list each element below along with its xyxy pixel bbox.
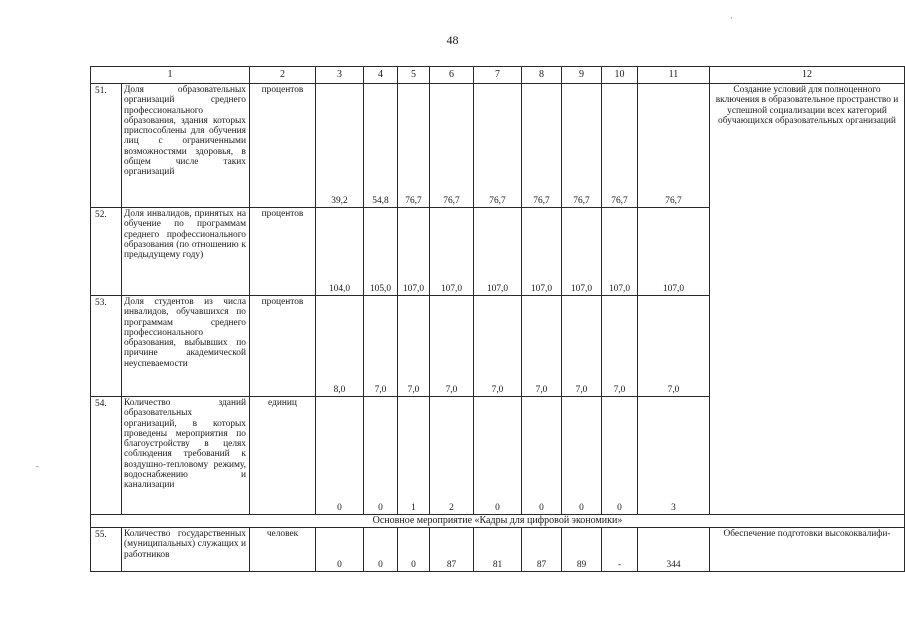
col-header: 9 xyxy=(562,67,602,84)
value-cell: 7,0 xyxy=(398,296,430,397)
value-cell: 107,0 xyxy=(562,208,602,296)
value-cell: 107,0 xyxy=(430,208,474,296)
value-cell: 0 xyxy=(316,528,364,572)
value-cell: 344 xyxy=(638,528,710,572)
value-cell: 105,0 xyxy=(364,208,398,296)
col-header: 1 xyxy=(91,67,250,84)
value-cell: 0 xyxy=(522,397,562,515)
indicator-name: Доля образовательных организаций среднего профессионального образования, здания которых приспособлены для обучения лиц с ограниченными возможностями здоровья, в общем числе таких организаций xyxy=(122,84,250,208)
value-cell: 76,7 xyxy=(522,84,562,208)
value-cell: 0 xyxy=(398,528,430,572)
value-cell: 104,0 xyxy=(316,208,364,296)
indicator-table xyxy=(90,66,905,572)
col-header: 5 xyxy=(398,67,430,84)
unit: процентов xyxy=(250,208,316,296)
indicator-name: Доля инвалидов, принятых на обучение по программам среднего профессионального образования (по отношению к предыдущему году) xyxy=(122,208,250,296)
value-cell: 7,0 xyxy=(474,296,522,397)
col-header: 3 xyxy=(316,67,364,84)
value-cell: 39,2 xyxy=(316,84,364,208)
col-header: 7 xyxy=(474,67,522,84)
value-cell: 107,0 xyxy=(474,208,522,296)
scan-speck: · xyxy=(730,14,733,23)
value-cell: 76,7 xyxy=(562,84,602,208)
header-row xyxy=(91,67,905,84)
value-cell: 76,7 xyxy=(430,84,474,208)
row-number: 52. xyxy=(91,208,122,296)
value-cell: 107,0 xyxy=(398,208,430,296)
value-cell: 81 xyxy=(474,528,522,572)
value-cell: 0 xyxy=(364,528,398,572)
value-cell: 7,0 xyxy=(602,296,638,397)
value-cell: 3 xyxy=(638,397,710,515)
value-cell: 87 xyxy=(430,528,474,572)
row-number: 54. xyxy=(91,397,122,515)
value-cell: 76,7 xyxy=(638,84,710,208)
scan-speck: - xyxy=(36,462,39,471)
value-cell: 0 xyxy=(316,397,364,515)
value-cell: 107,0 xyxy=(602,208,638,296)
value-cell: 7,0 xyxy=(364,296,398,397)
col-header: 4 xyxy=(364,67,398,84)
purpose-cell: Обеспечение подготовки высококвалифи- xyxy=(710,528,905,572)
value-cell: 7,0 xyxy=(522,296,562,397)
value-cell: 0 xyxy=(474,397,522,515)
value-cell: 7,0 xyxy=(430,296,474,397)
col-header: 8 xyxy=(522,67,562,84)
value-cell: 76,7 xyxy=(474,84,522,208)
value-cell: 89 xyxy=(562,528,602,572)
value-cell: 1 xyxy=(398,397,430,515)
row-number: 51. xyxy=(91,84,122,208)
col-header: 11 xyxy=(638,67,710,84)
purpose-cell: Создание условий для полноценного включения в образовательное пространство и успешной социализации всех категорий обучающихся образовательных организаций xyxy=(710,84,905,515)
table-row xyxy=(91,528,905,572)
value-cell: 8,0 xyxy=(316,296,364,397)
value-cell: - xyxy=(602,528,638,572)
unit: процентов xyxy=(250,296,316,397)
value-cell: 7,0 xyxy=(638,296,710,397)
table-row xyxy=(91,84,905,208)
value-cell: 87 xyxy=(522,528,562,572)
row-number: 53. xyxy=(91,296,122,397)
value-cell: 0 xyxy=(364,397,398,515)
value-cell: 107,0 xyxy=(638,208,710,296)
value-cell: 7,0 xyxy=(562,296,602,397)
col-header: 2 xyxy=(250,67,316,84)
unit: человек xyxy=(250,528,316,572)
col-header: 12 xyxy=(710,67,905,84)
value-cell: 107,0 xyxy=(522,208,562,296)
row-number: 55. xyxy=(91,528,122,572)
unit: процентов xyxy=(250,84,316,208)
section-title: Основное мероприятие «Кадры для цифровой экономики» xyxy=(91,515,905,528)
page-number: 48 xyxy=(446,33,459,47)
col-header: 6 xyxy=(430,67,474,84)
value-cell: 76,7 xyxy=(398,84,430,208)
indicator-name: Количество государственных (муниципальных) служащих и работников xyxy=(122,528,250,572)
unit: единиц xyxy=(250,397,316,515)
col-header: 10 xyxy=(602,67,638,84)
indicator-name: Количество зданий образовательных организаций, в которых проведены мероприятия по благоустройству в целях соблюдения требований к воздушно-тепловому режиму, водоснабжению и канализации xyxy=(122,397,250,515)
value-cell: 0 xyxy=(562,397,602,515)
value-cell: 0 xyxy=(602,397,638,515)
value-cell: 54,8 xyxy=(364,84,398,208)
value-cell: 2 xyxy=(430,397,474,515)
section-row xyxy=(91,515,905,528)
value-cell: 76,7 xyxy=(602,84,638,208)
indicator-name: Доля студентов из числа инвалидов, обучавшихся по программам среднего профессионального образования, выбывших по причине академической неуспеваемости xyxy=(122,296,250,397)
